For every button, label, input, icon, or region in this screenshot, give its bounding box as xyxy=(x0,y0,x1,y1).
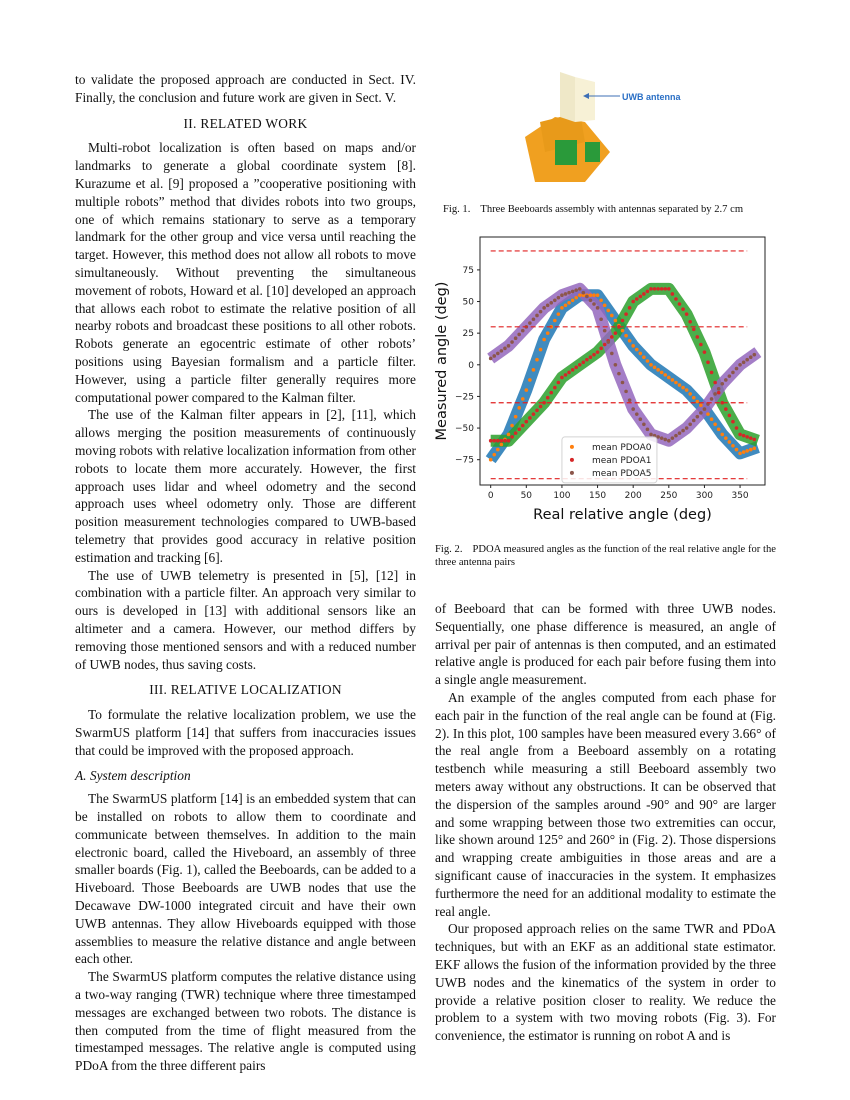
mean-point xyxy=(557,312,561,316)
x-tick-label: 200 xyxy=(624,491,642,501)
mean-point xyxy=(542,338,546,342)
mean-point xyxy=(646,290,650,294)
mean-point xyxy=(624,312,628,316)
mean-point xyxy=(564,292,568,296)
mean-point xyxy=(578,363,582,367)
mean-point xyxy=(742,450,746,454)
mean-point xyxy=(507,439,511,443)
mean-point xyxy=(674,297,678,301)
paragraph: of Beeboard that can be formed with three UWB nodes. Sequentially, one phase difference is measured, an angle of arrival per pair of antennas is then computed, and an estimated relative angle is produced for each pair before fusing them into a single angle measurement. xyxy=(435,601,776,688)
legend-marker xyxy=(570,458,574,462)
mean-point xyxy=(635,348,639,352)
mean-point xyxy=(492,439,496,443)
mean-point xyxy=(578,293,582,297)
mean-point xyxy=(635,297,639,301)
mean-point xyxy=(735,426,739,430)
mean-point xyxy=(507,433,511,437)
mean-point xyxy=(589,355,593,359)
mean-point xyxy=(614,363,618,367)
mean-point xyxy=(624,334,628,338)
mean-point xyxy=(667,376,671,380)
mean-point xyxy=(663,287,667,291)
mean-point xyxy=(724,407,728,411)
mean-point xyxy=(532,368,536,372)
mean-point xyxy=(521,424,525,428)
mean-point xyxy=(713,392,717,396)
mean-point xyxy=(496,352,500,356)
section-heading-related-work: II. RELATED WORK xyxy=(183,115,308,131)
mean-point xyxy=(546,304,550,308)
mean-point xyxy=(589,298,593,302)
mean-point xyxy=(696,415,700,419)
mean-point xyxy=(745,358,749,362)
mean-point xyxy=(681,386,685,390)
mean-point xyxy=(539,310,543,314)
mean-point xyxy=(685,388,689,392)
mean-point xyxy=(628,339,632,343)
y-tick-label: −25 xyxy=(455,392,474,403)
mean-point xyxy=(589,293,593,297)
mean-point xyxy=(532,412,536,416)
mean-point xyxy=(649,363,653,367)
mean-point xyxy=(621,381,625,385)
mean-point xyxy=(553,319,557,323)
mean-point xyxy=(671,378,675,382)
mean-point xyxy=(535,358,539,362)
mean-point xyxy=(692,328,696,332)
paragraph: The use of UWB telemetry is presented in [5], [12] in combination with a particle filter. An approach very similar to ours is developed in [13] with additional sensors like an altimeter and a camera. However, our method differs by removing those mentioned sensors and with a reduced number of UWB nodes, thus saving costs. xyxy=(75,567,416,672)
mean-point xyxy=(731,371,735,375)
mean-point xyxy=(528,416,532,420)
mean-point xyxy=(514,431,518,435)
mean-point xyxy=(560,306,564,310)
y-tick-label: −75 xyxy=(455,455,474,466)
mean-point xyxy=(574,366,578,370)
mean-point xyxy=(560,376,564,380)
mean-point xyxy=(510,424,514,428)
mean-point xyxy=(753,353,757,357)
paragraph: The SwarmUS platform [14] is an embedded system that can be installed on robots to allow them to coordinate and communicate between themselves. In addition to the main electronic board, called the Hiveboard, an assembly of three smaller boards (Fig. 1), called the Beeboards, can be added to a Hiveboard. Those Beeboards are UWB nodes that use the Decawave DW-1000 integrated circuit and have their own UWB antennas. They allow Hiveboards equipped with those assemblies to measure the relative distance and angle between each other. xyxy=(75,791,416,967)
mean-point xyxy=(521,329,525,333)
mean-point xyxy=(585,295,589,299)
mean-point xyxy=(713,381,717,385)
mean-point xyxy=(535,409,539,413)
mean-point xyxy=(610,314,614,318)
figure-2-caption xyxy=(435,543,776,569)
x-axis-label: Real relative angle (deg) xyxy=(533,507,712,523)
y-tick-label: 75 xyxy=(462,265,474,276)
mean-point xyxy=(753,447,757,451)
mean-point xyxy=(692,396,696,400)
mean-point xyxy=(503,439,507,443)
figure-label: Fig. 2. xyxy=(435,544,463,555)
mean-point xyxy=(503,347,507,351)
mean-point xyxy=(720,433,724,437)
mean-point xyxy=(560,293,564,297)
mean-point xyxy=(553,386,557,390)
mean-point xyxy=(728,440,732,444)
beeboard-assembly-image xyxy=(435,62,776,192)
mean-point xyxy=(717,391,721,395)
mean-point xyxy=(717,387,721,391)
mean-point xyxy=(678,431,682,435)
mean-point xyxy=(738,452,742,456)
mean-point xyxy=(663,438,667,442)
mean-point xyxy=(546,396,550,400)
mean-point xyxy=(639,295,643,299)
mean-point xyxy=(742,360,746,364)
mean-point xyxy=(517,333,521,337)
mean-point xyxy=(628,398,632,402)
mean-point xyxy=(592,293,596,297)
mean-point xyxy=(749,448,753,452)
mean-point xyxy=(496,439,500,443)
mean-point xyxy=(553,298,557,302)
mean-point xyxy=(510,435,514,439)
mean-point xyxy=(642,355,646,359)
mean-point xyxy=(567,291,571,295)
mean-point xyxy=(678,383,682,387)
mean-point xyxy=(663,373,667,377)
mean-point xyxy=(685,426,689,430)
mean-point xyxy=(717,428,721,432)
mean-point xyxy=(653,287,657,291)
uwb-antenna-annotation: UWB antenna xyxy=(622,92,681,102)
x-tick-label: 250 xyxy=(660,491,678,501)
mean-point xyxy=(738,363,742,367)
mean-point xyxy=(525,420,529,424)
mean-point xyxy=(603,343,607,347)
mean-point xyxy=(667,287,671,291)
mean-point xyxy=(596,306,600,310)
legend-label: mean PDOA0 xyxy=(591,442,652,453)
x-tick-label: 300 xyxy=(695,491,714,501)
mean-point xyxy=(696,400,700,404)
mean-point xyxy=(696,335,700,339)
mean-point xyxy=(649,287,653,291)
paragraph: An example of the angles computed from each phase for each pair in the function of the real angle can be found at (Fig. 2). In this plot, 100 samples have been measured every 3.66° of the real angle from a Beeboard assembly on a rotating testbench while measuring a still Beeboard assembly two meters away without any obstructions. It can be observed that the dispersion of the samples around -90° and 90° are larger and some wrapping between those two extremities can occur, like shown around 125° and 260° in (Fig. 2). Those dispersions and wrapping create ambiguities in those areas and are a significant cause of inaccuracies in the system. It emphasizes furthermore the need for an additional modality to estimate the real angle. xyxy=(435,689,776,919)
mean-point xyxy=(571,368,575,372)
mean-point xyxy=(706,412,710,416)
mean-point xyxy=(525,388,529,392)
mean-point xyxy=(574,296,578,300)
left-column xyxy=(75,71,416,1075)
mean-point xyxy=(631,300,635,304)
mean-point xyxy=(639,352,643,356)
figure-1 xyxy=(435,62,776,222)
figure-1-caption xyxy=(443,203,743,216)
mean-point xyxy=(649,433,653,437)
mean-point xyxy=(681,429,685,433)
mean-point xyxy=(546,331,550,335)
mean-point xyxy=(592,353,596,357)
legend-label: mean PDOA1 xyxy=(591,455,652,466)
mean-point xyxy=(489,439,493,443)
mean-point xyxy=(720,382,724,386)
mean-point xyxy=(656,368,660,372)
mean-point xyxy=(753,438,757,442)
mean-point xyxy=(599,347,603,351)
mean-point xyxy=(749,436,753,440)
mean-point xyxy=(628,306,632,310)
x-tick-label: 0 xyxy=(487,491,494,501)
mean-point xyxy=(582,360,586,364)
mean-point xyxy=(710,371,714,375)
mean-point xyxy=(596,350,600,354)
mean-point xyxy=(703,407,707,411)
paragraph: Multi-robot localization is often based on maps and/or landmarks to generate a global coordinate system [8]. Kurazume et al. [9] proposed a ”cooperative positioning with multiple robots” method that divides robots into two groups, one of which remains stationary to serve as a temporary landmark for the other group and vice versa until reaching the target. However, this method does not allow all robots to move simultaneously. Without preventing the simultaneous movement of robots, Howard et al. [10] developed an approach that allows each robot to estimate the relative position of all nearby robots and broadcast these positions to all other robots. Robots generate an egocentric estimate of other robots’ positions using Bayesian formalism and a particle filter. However, using a particle filter generally requires more computational power compared to the Kalman filter. xyxy=(75,140,416,405)
mean-point xyxy=(745,449,749,453)
mean-point xyxy=(674,434,678,438)
paragraph: to validate the proposed approach are conducted in Sect. IV. Finally, the conclusion and future work are given in Sect. V. xyxy=(75,72,416,105)
legend-marker xyxy=(570,471,574,475)
mean-point xyxy=(514,415,518,419)
mean-point xyxy=(507,344,511,348)
legend-marker xyxy=(570,445,574,449)
mean-point xyxy=(660,436,664,440)
mean-point xyxy=(653,366,657,370)
paragraph: The SwarmUS platform computes the relative distance using a two-way ranging (TWR) technique where three timestamped messages are exchanged between two robots. The distance is then computed from the time of flight measured from the timestamped messages. The relative angle is computed using PDoA from the three different pairs xyxy=(75,969,416,1074)
mean-point xyxy=(521,397,525,401)
mean-point xyxy=(678,302,682,306)
mean-point xyxy=(735,448,739,452)
mean-point xyxy=(582,291,586,295)
mean-point xyxy=(635,412,639,416)
mean-point xyxy=(574,288,578,292)
x-tick-label: 50 xyxy=(520,491,533,501)
figure-label: Fig. 1. xyxy=(443,204,471,215)
mean-point xyxy=(742,434,746,438)
mean-point xyxy=(610,335,614,339)
mean-point xyxy=(731,444,735,448)
mean-point xyxy=(642,422,646,426)
mean-point xyxy=(549,301,553,305)
mean-point xyxy=(606,309,610,313)
mean-point xyxy=(621,319,625,323)
mean-point xyxy=(578,287,582,291)
mean-point xyxy=(564,304,568,308)
mean-point xyxy=(567,301,571,305)
mean-point xyxy=(621,329,625,333)
mean-point xyxy=(557,296,561,300)
mean-point xyxy=(500,439,504,443)
mean-point xyxy=(549,391,553,395)
x-tick-label: 150 xyxy=(588,491,607,501)
mean-point xyxy=(738,433,742,437)
mean-point xyxy=(567,371,571,375)
mean-point xyxy=(731,420,735,424)
mean-point xyxy=(631,344,635,348)
mean-point xyxy=(624,390,628,394)
mean-point xyxy=(564,373,568,377)
mean-point xyxy=(688,392,692,396)
mean-point xyxy=(539,405,543,409)
mean-point xyxy=(667,439,671,443)
mean-point xyxy=(528,378,532,382)
mean-point xyxy=(614,331,618,335)
mean-point xyxy=(728,374,732,378)
section-heading-relative-localization: III. RELATIVE LOCALIZATION xyxy=(149,682,342,698)
x-tick-label: 350 xyxy=(731,491,749,501)
mean-point xyxy=(599,298,603,302)
mean-point xyxy=(671,436,675,440)
mean-point xyxy=(557,381,561,385)
y-axis-label: Measured angle (deg) xyxy=(434,281,450,441)
mean-point xyxy=(532,317,536,321)
subsection-heading: A. System description xyxy=(75,768,191,784)
mean-point xyxy=(685,312,689,316)
mean-point xyxy=(617,372,621,376)
mean-point xyxy=(596,293,600,297)
mean-point xyxy=(688,422,692,426)
mean-point xyxy=(614,319,618,323)
caption-text: Three Beeboards assembly with antennas separated by 2.7 cm xyxy=(480,204,744,215)
mean-point xyxy=(571,298,575,302)
mean-point xyxy=(517,406,521,410)
y-tick-label: 0 xyxy=(468,360,474,371)
mean-point xyxy=(631,407,635,411)
mean-point xyxy=(728,414,732,418)
mean-point xyxy=(656,287,660,291)
mean-point xyxy=(603,329,607,333)
mean-point xyxy=(710,417,714,421)
right-column xyxy=(435,600,776,1045)
mean-point xyxy=(492,453,496,457)
paragraph: Our proposed approach relies on the same TWR and PDoA techniques, but with an EKF as an additional state estimator. EKF allows the fusion of the information provided by the three UWB nodes and the kinematics of the system in order to provide a relative position closer to reality. We reduce the problem to a system with two moving robots (Fig. 3). For convenience, the estimator is running on robot A and is xyxy=(435,921,776,1044)
caption-text: PDOA measured angles as the function of the real relative angle for the three antenna pairs xyxy=(435,544,776,568)
mean-point xyxy=(699,343,703,347)
y-tick-label: 50 xyxy=(462,297,474,308)
mean-point xyxy=(703,350,707,354)
mean-point xyxy=(724,436,728,440)
mean-point xyxy=(710,397,714,401)
mean-point xyxy=(496,448,500,452)
mean-point xyxy=(539,348,543,352)
mean-point xyxy=(692,419,696,423)
mean-point xyxy=(660,371,664,375)
mean-point xyxy=(735,367,739,371)
mean-point xyxy=(610,352,614,356)
mean-point xyxy=(660,287,664,291)
mean-point xyxy=(528,321,532,325)
y-tick-label: 25 xyxy=(462,329,474,340)
paragraph: To formulate the relative localization problem, we use the SwarmUS platform [14] that suffers from inaccuracies issues that could be improved with the proposed approach. xyxy=(75,707,416,758)
mean-point xyxy=(500,349,504,353)
mean-point xyxy=(724,378,728,382)
mean-point xyxy=(489,458,493,462)
mean-point xyxy=(510,340,514,344)
mean-point xyxy=(517,428,521,432)
mean-point xyxy=(606,340,610,344)
mean-point xyxy=(492,354,496,358)
mean-point xyxy=(646,359,650,363)
mean-point xyxy=(571,290,575,294)
mean-point xyxy=(639,417,643,421)
mean-point xyxy=(489,357,493,361)
mean-point xyxy=(542,306,546,310)
mean-point xyxy=(749,355,753,359)
mean-point xyxy=(592,302,596,306)
mean-point xyxy=(706,360,710,364)
mean-point xyxy=(699,403,703,407)
mean-point xyxy=(514,336,518,340)
mean-point xyxy=(674,381,678,385)
paragraph: The use of the Kalman filter appears in [2], [11], which allows merging the position measurements of continuously moving robots with relative localization information from other robots to locate them more accurately. However, the first approach uses lidar and wheel odometry and the second approach uses wheel odometry only. Those are different position measurement technologies compared to UWB-based telemetry that provides good accuracy in relative position estimation and tracking [6]. xyxy=(75,407,417,565)
y-tick-label: −50 xyxy=(455,424,474,435)
mean-point xyxy=(681,307,685,311)
mean-point xyxy=(585,358,589,362)
legend-label: mean PDOA5 xyxy=(591,468,652,479)
mean-point xyxy=(599,317,603,321)
pdoa-chart xyxy=(430,230,790,530)
mean-point xyxy=(535,314,539,318)
mean-point xyxy=(671,292,675,296)
mean-point xyxy=(646,428,650,432)
mean-point xyxy=(603,304,607,308)
mean-point xyxy=(745,435,749,439)
x-tick-label: 100 xyxy=(553,491,571,501)
mean-point xyxy=(642,292,646,296)
mean-point xyxy=(500,443,504,447)
mean-point xyxy=(699,411,703,415)
mean-point xyxy=(713,422,717,426)
mean-point xyxy=(688,320,692,324)
